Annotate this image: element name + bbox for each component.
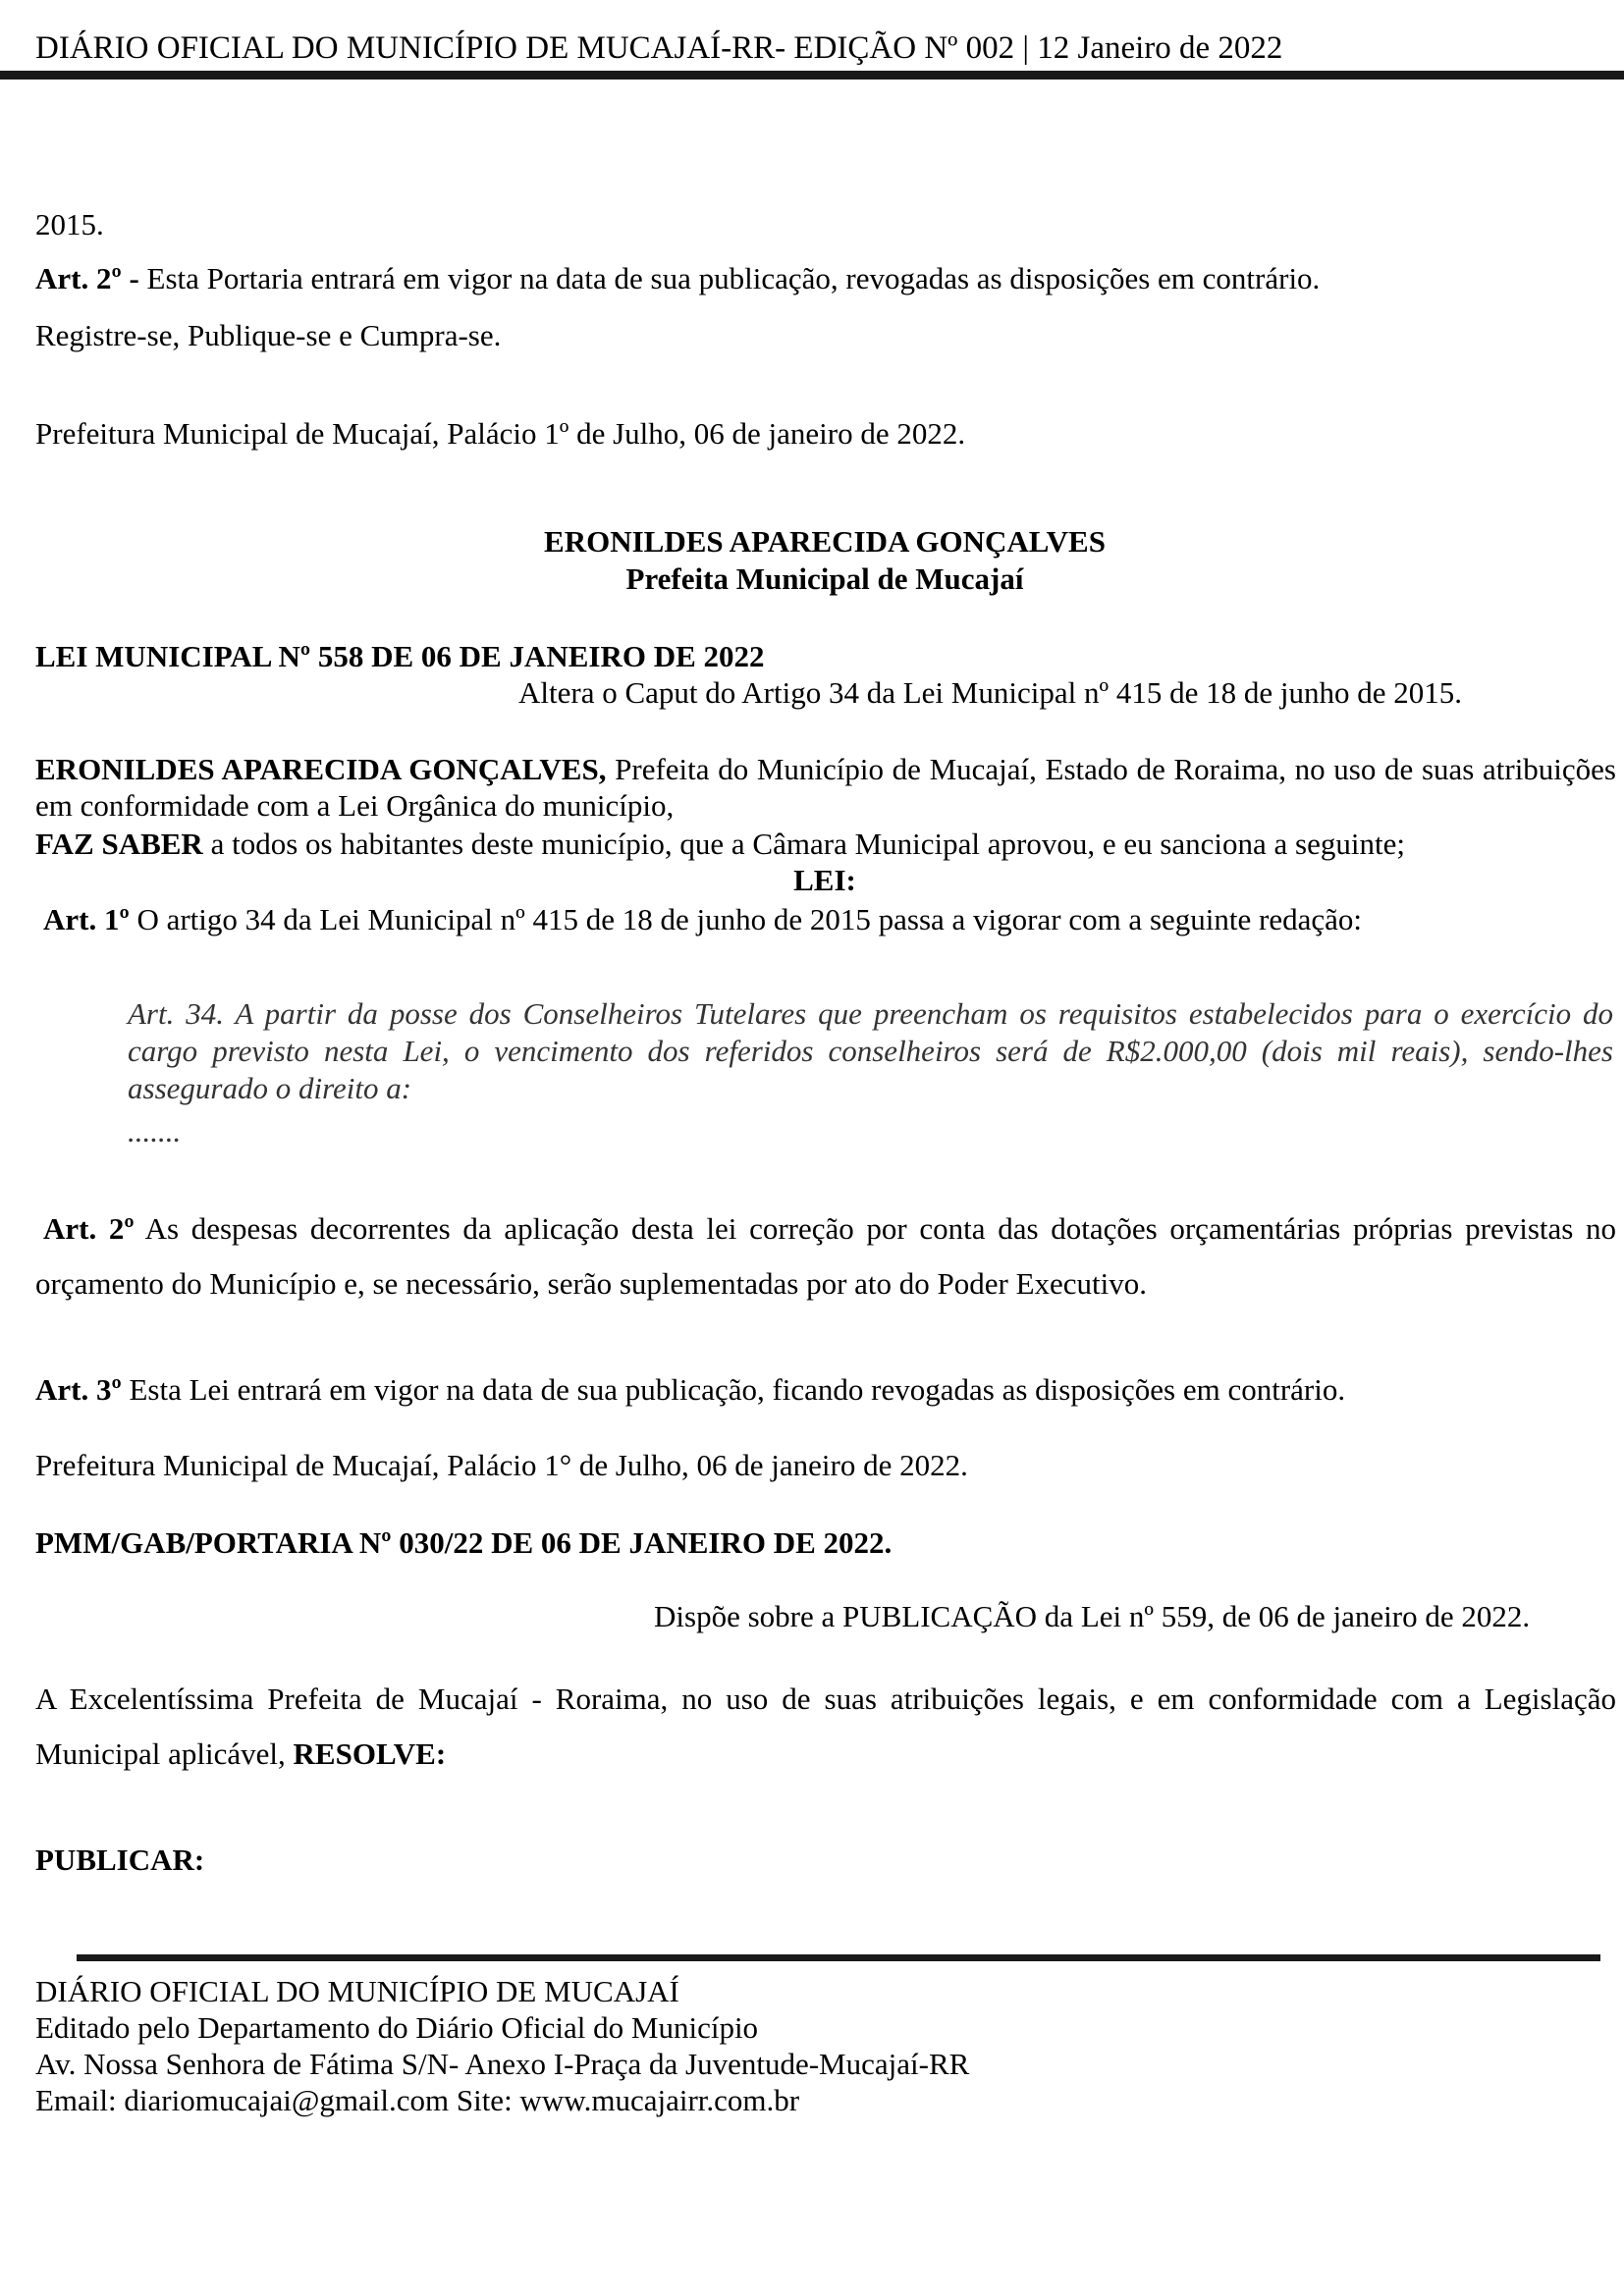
art34-quote: Art. 34. A partir da posse dos Conselheiros Tutelares que preencham os requisitos estabelecidos para o exercício do cargo previsto nesta Lei, o vencimento dos referidos conselheiros será de R$2.000,00 (dois mil reais), sendo-lhes assegurado o direito a: — [128, 996, 1613, 1105]
publicar-label: PUBLICAR: — [35, 1842, 205, 1877]
faz-saber: FAZ SABER a todos os habitantes deste município, que a Câmara Municipal aprovou, e eu sanciona a seguinte; — [35, 827, 1405, 861]
footer-line-2: Editado pelo Departamento do Diário Oficial do Município — [35, 2010, 759, 2045]
place-date: Prefeitura Municipal de Mucajaí, Palácio 1º de Julho, 06 de janeiro de 2022. — [35, 416, 966, 451]
art-text: Esta Portaria entrará em vigor na data de sua publicação, revogadas as disposições em contrário. — [138, 261, 1321, 295]
quote-ellipsis: ....... — [128, 1114, 182, 1148]
intro-name: ERONILDES APARECIDA GONÇALVES, — [35, 752, 607, 786]
portaria-art2 — [35, 260, 1320, 296]
lei-ementa: Altera o Caput do Artigo 34 da Lei Municipal nº 415 de 18 de junho de 2015. — [518, 675, 1462, 710]
resolve-label: RESOLVE: — [293, 1736, 447, 1771]
lei-place-date: Prefeitura Municipal de Mucajaí, Palácio 1° de Julho, 06 de janeiro de 2022. — [35, 1448, 968, 1482]
footer-rule — [77, 1954, 1600, 1961]
lei-art2: Art. 2º As despesas decorrentes da aplicação desta lei correção por conta das dotações orçamentárias próprias previstas no orçamento do Município e, se necessário, serão suplementadas por ato do Poder Executivo. — [35, 1211, 1617, 1301]
signature-role: Prefeita Municipal de Mucajaí — [625, 561, 1024, 596]
footer-line-4: Email: diariomucajai@gmail.com Site: www.mucajairr.com.br — [35, 2083, 800, 2117]
portaria-030-body: A Excelentíssima Prefeita de Mucajaí - Roraima, no uso de suas atribuições legais, e em conformidade com a Legislação Municipal aplicável, RESOLVE: — [35, 1682, 1616, 1771]
gazette-header-title: DIÁRIO OFICIAL DO MUNICÍPIO DE MUCAJAÍ-RR- EDIÇÃO Nº 002 | 12 Janeiro de 2022 — [35, 30, 1283, 66]
lei-title: LEI MUNICIPAL Nº 558 DE 06 DE JANEIRO DE 2022 — [35, 639, 765, 673]
signature-name: ERONILDES APARECIDA GONÇALVES — [544, 524, 1106, 559]
carry-over-line: 2015. — [35, 207, 104, 241]
lei-art1: Art. 1º O artigo 34 da Lei Municipal nº 415 de 18 de junho de 2015 passa a vigorar com a seguinte redação: — [43, 902, 1362, 936]
footer-line-3: Av. Nossa Senhora de Fátima S/N- Anexo I-Praça da Juventude-Mucajaí-RR — [35, 2047, 970, 2081]
footer-line-1: DIÁRIO OFICIAL DO MUNICÍPIO DE MUCAJAÍ — [35, 1974, 679, 2008]
footer — [35, 1973, 969, 2118]
portaria-030-title: PMM/GAB/PORTARIA Nº 030/22 DE 06 DE JANEIRO DE 2022. — [35, 1525, 893, 1560]
portaria-030-ementa: Dispõe sobre a PUBLICAÇÃO da Lei nº 559, de 06 de janeiro de 2022. — [654, 1599, 1531, 1633]
art-label: Art. 2º - — [35, 261, 139, 295]
registre-line: Registre-se, Publique-se e Cumpra-se. — [35, 318, 502, 352]
lei-art3: Art. 3º Esta Lei entrará em vigor na data de sua publicação, ficando revogadas as disposições em contrário. — [35, 1372, 1346, 1407]
header-rule — [0, 71, 1624, 80]
lei-label: LEI: — [793, 863, 856, 897]
lei-intro: ERONILDES APARECIDA GONÇALVES, Prefeita do Município de Mucajaí, Estado de Roraima, no uso de suas atribuições em conformidade com a Lei Orgânica do município, — [35, 752, 1616, 823]
